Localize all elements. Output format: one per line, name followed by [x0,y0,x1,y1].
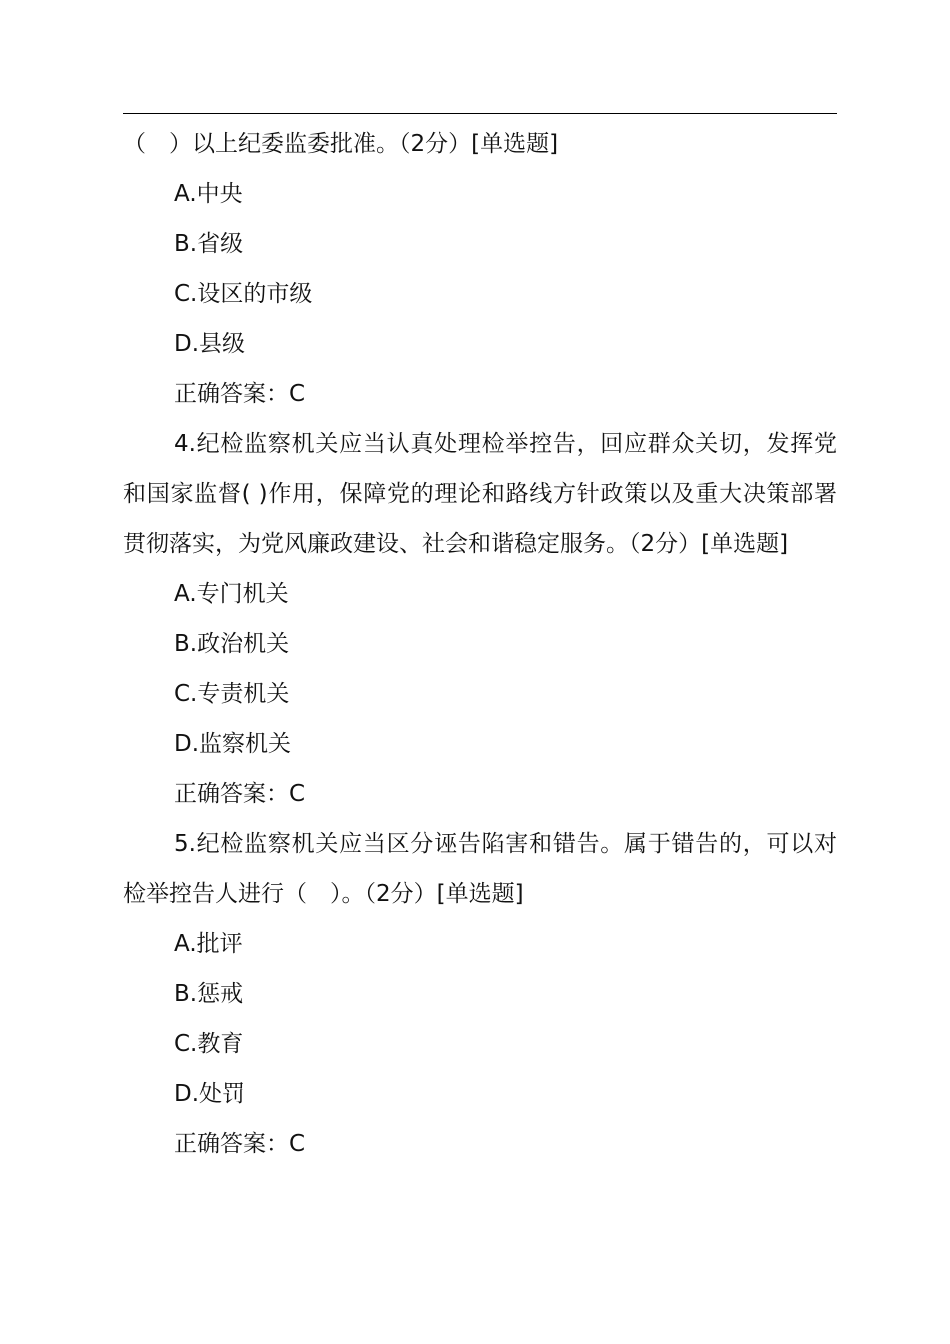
q3-option-b: B.省级 [174,231,244,257]
q4-option-d: D.监察机关 [174,731,292,757]
question-3-tail: （ ）以上纪委监委批准。（2分）[单选题] [123,131,559,157]
question-5-text: 5.纪检监察机关应当区分诬告陷害和错告。属于错告的，可以对检举控告人进行（ ）。（2分）[单选题] [123,831,837,907]
q5-option-c: C.教育 [174,1031,244,1057]
question-4-text: 4.纪检监察机关应当认真处理检举控告，回应群众关切，发挥党和国家监督( )作用，保障党的理论和路线方针政策以及重大决策部署贯彻落实，为党风廉政建设、社会和谐稳定服务。（2分）[单选题] [123,431,837,557]
document-body [123,119,837,1169]
q4-option-b: B.政治机关 [174,631,290,657]
q5-option-a: A.批评 [174,931,243,957]
q3-option-a: A.中央 [174,181,243,207]
top-rule [123,113,837,114]
q3-answer: 正确答案：C [174,381,306,407]
q5-answer: 正确答案：C [174,1131,306,1157]
q4-option-c: C.专责机关 [174,681,290,707]
q4-answer: 正确答案：C [174,781,306,807]
q5-option-b: B.惩戒 [174,981,244,1007]
q4-option-a: A.专门机关 [174,581,289,607]
q5-option-d: D.处罚 [174,1081,246,1107]
q3-option-d: D.县级 [174,331,246,357]
q3-option-c: C.设区的市级 [174,281,313,307]
